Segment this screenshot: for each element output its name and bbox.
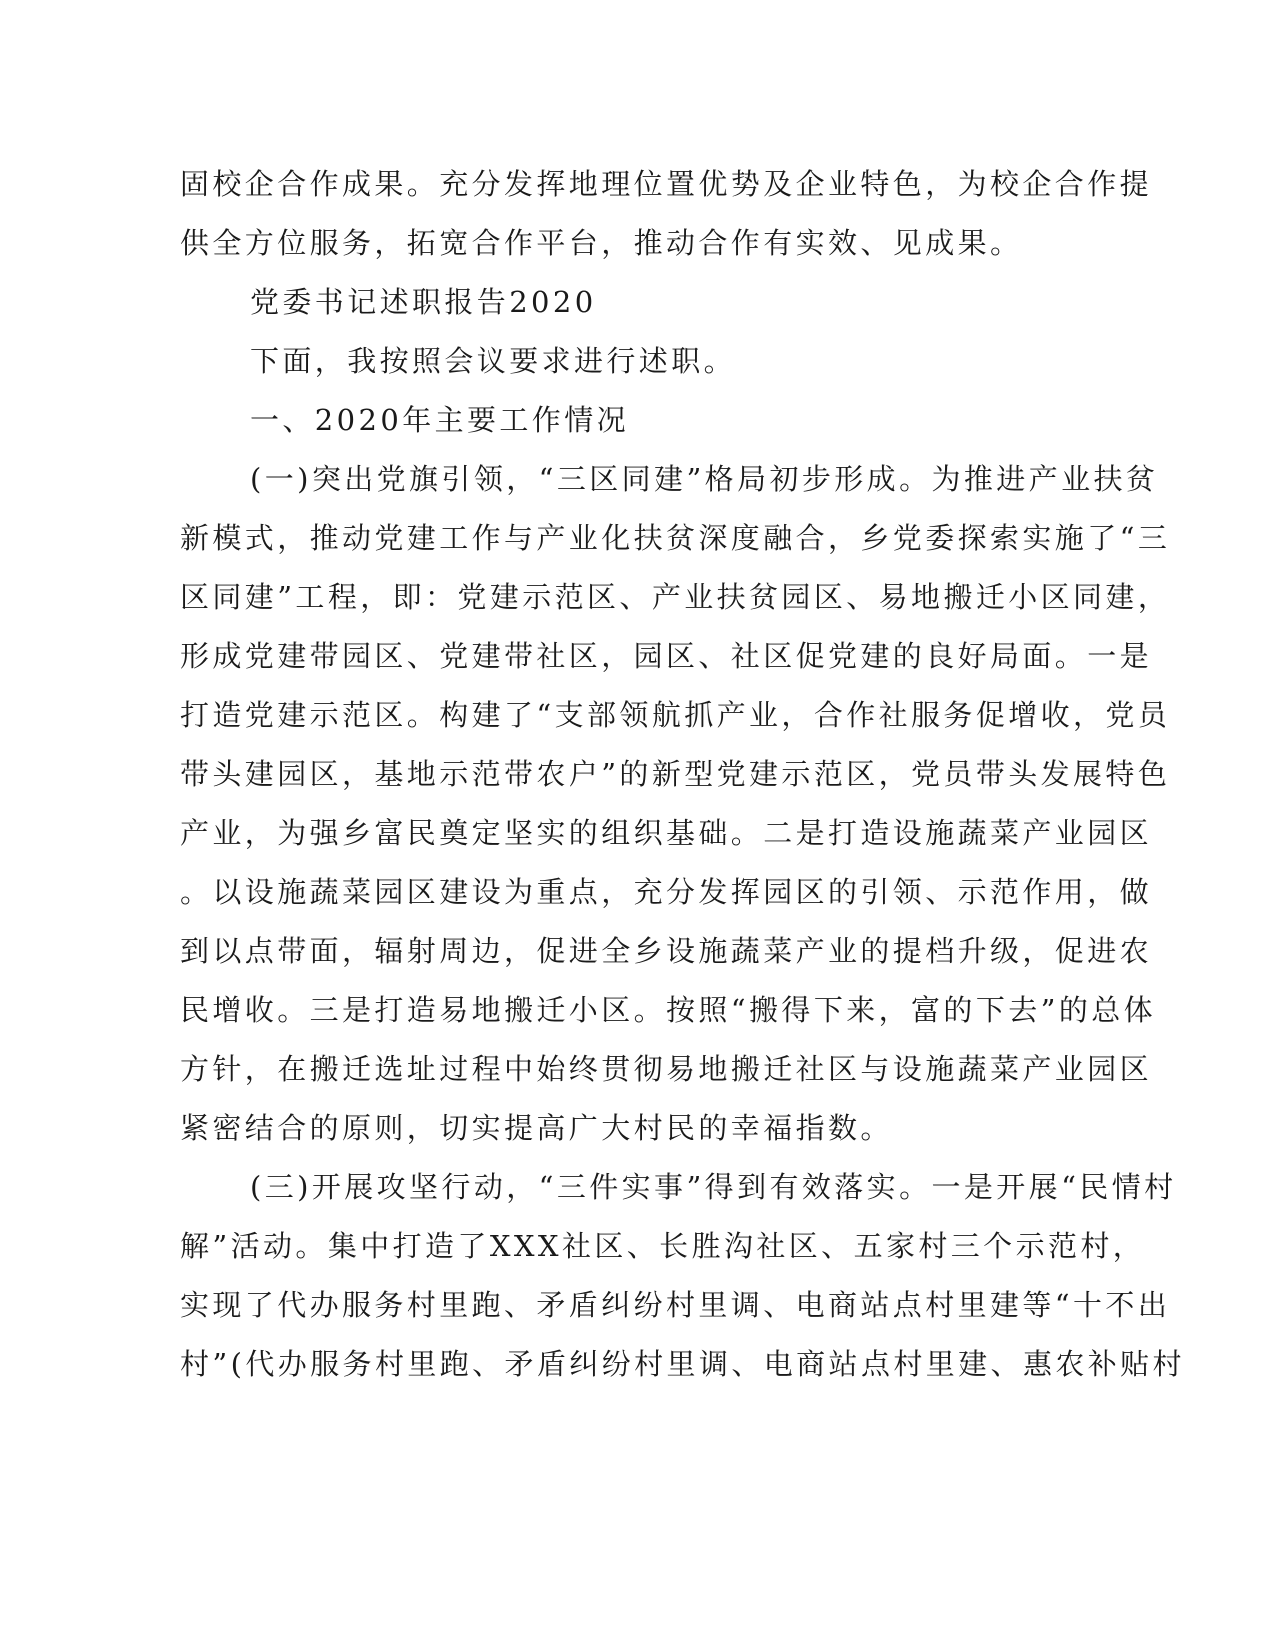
- paragraph-line: 实现了代办服务村里跑、矛盾纠纷村里调、电商站点村里建等“十不出: [180, 1288, 1171, 1322]
- paragraph-line: 方针，在搬迁选址过程中始终贯彻易地搬迁社区与设施蔬菜产业园区: [180, 1052, 1153, 1086]
- paragraph-line: 供全方位服务，拓宽合作平台，推动合作有实效、见成果。: [180, 226, 1023, 260]
- paragraph-line: 形成党建带园区、党建带社区，园区、社区促党建的良好局面。一是: [180, 639, 1153, 673]
- paragraph-line: 产业，为强乡富民奠定坚实的组织基础。二是打造设施蔬菜产业园区: [180, 816, 1153, 850]
- paragraph-line: 固校企合作成果。充分发挥地理位置优势及企业特色，为校企合作提: [180, 167, 1153, 201]
- report-title: 党委书记述职报告2020: [250, 285, 597, 319]
- document-body: [180, 155, 1185, 1394]
- paragraph-line: (一)突出党旗引领，“三区同建”格局初步形成。为推进产业扶贫: [250, 462, 1159, 496]
- section-heading: 一、2020年主要工作情况: [250, 403, 630, 437]
- paragraph-line: 紧密结合的原则，切实提高广大村民的幸福指数。: [180, 1111, 893, 1145]
- paragraph-line: 新模式，推动党建工作与产业化扶贫深度融合，乡党委探索实施了“三: [180, 521, 1171, 555]
- paragraph-line: 民增收。三是打造易地搬迁小区。按照“搬得下来，富的下去”的总体: [180, 993, 1157, 1027]
- paragraph-line: 。以设施蔬菜园区建设为重点，充分发挥园区的引领、示范作用，做: [180, 875, 1153, 909]
- paragraph-line: 打造党建示范区。构建了“支部领航抓产业，合作社服务促增收，党员: [180, 698, 1171, 732]
- paragraph-line: 解”活动。集中打造了XXX社区、长胜沟社区、五家村三个示范村，: [180, 1229, 1146, 1263]
- paragraph-line: 区同建”工程，即：党建示范区、产业扶贫园区、易地搬迁小区同建，: [180, 580, 1171, 614]
- paragraph-line: 下面，我按照会议要求进行述职。: [250, 344, 737, 378]
- paragraph-line: 带头建园区，基地示范带农户”的新型党建示范区，党员带头发展特色: [180, 757, 1171, 791]
- paragraph-line: (三)开展攻坚行动，“三件实事”得到有效落实。一是开展“民情村: [250, 1170, 1177, 1204]
- paragraph-line: 到以点带面，辐射周边，促进全乡设施蔬菜产业的提档升级，促进农: [180, 934, 1153, 968]
- paragraph-line: 村”(代办服务村里跑、矛盾纠纷村里调、电商站点村里建、惠农补贴村: [180, 1347, 1185, 1381]
